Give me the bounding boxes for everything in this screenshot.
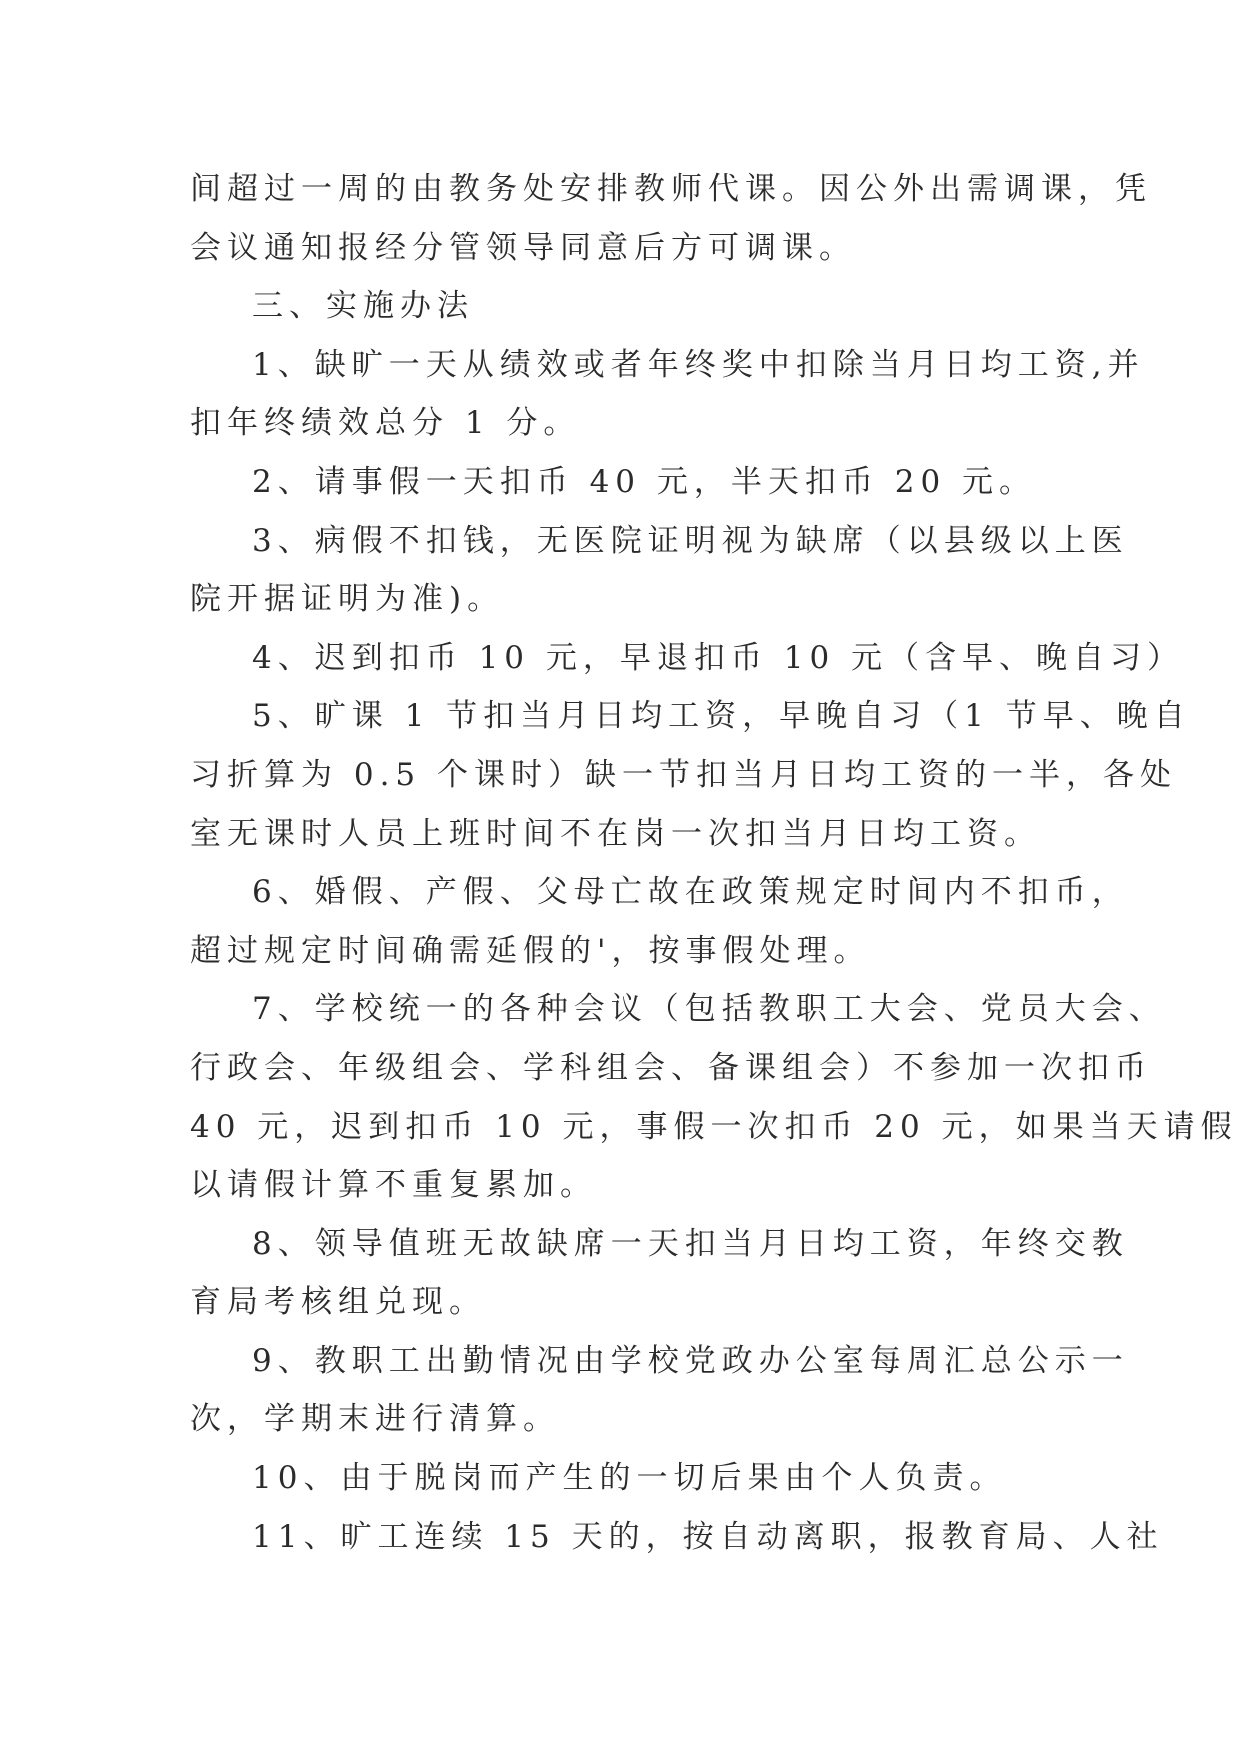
text-line: 习折算为 0.5 个课时）缺一节扣当月日均工资的一半，各处 [190,756,1178,793]
text-line: 10、由于脱岗而产生的一切后果由个人负责。 [252,1460,1007,1497]
text-line: 7、学校统一的各种会议（包括教职工大会、党员大会、 [252,991,1166,1028]
text-line: 6、婚假、产假、父母亡故在政策规定时间内不扣币， [252,874,1129,911]
text-line: 行政会、年级组会、学科组会、备课组会）不参加一次扣币 [190,1049,1152,1086]
text-line: 育局考核组兑现。 [190,1284,486,1321]
text-line: 次，学期末进行清算。 [190,1401,560,1438]
text-line: 室无课时人员上班时间不在岗一次扣当月日均工资。 [190,815,1041,852]
text-line: 8、领导值班无故缺席一天扣当月日均工资，年终交教 [252,1225,1129,1262]
text-line: 扣年终绩效总分 1 分。 [190,405,581,442]
text-line: 超过规定时间确需延假的'，按事假处理。 [190,932,871,969]
text-line: 11、旷工连续 15 天的，按自动离职，报教育局、人社 [252,1518,1164,1555]
text-line: 间超过一周的由教务处安排教师代课。因公外出需调课，凭 [190,171,1152,207]
text-line: 会议通知报经分管领导同意后方可调课。 [190,229,856,266]
section-heading: 三、实施办法 [252,288,474,325]
text-line: 4、迟到扣币 10 元，早退扣币 10 元（含早、晚自习） [252,639,1185,676]
text-line: 以请假计算不重复累加。 [190,1167,597,1204]
text-line: 院开据证明为准)。 [190,581,505,618]
text-line: 3、病假不扣钱，无医院证明视为缺席（以县级以上医 [252,522,1129,559]
text-line: 2、请事假一天扣币 40 元，半天扣币 20 元。 [252,463,1037,500]
text-line: 1、缺旷一天从绩效或者年终奖中扣除当月日均工资,并 [252,346,1145,383]
body-text [190,160,1238,1566]
text-line: 40 元，迟到扣币 10 元，事假一次扣币 20 元，如果当天请假 [190,1108,1238,1145]
text-line: 5、旷课 1 节扣当月日均工资，早晚自习（1 节早、晚自 [252,698,1191,735]
text-line: 9、教职工出勤情况由学校党政办公室每周汇总公示一 [252,1342,1129,1379]
